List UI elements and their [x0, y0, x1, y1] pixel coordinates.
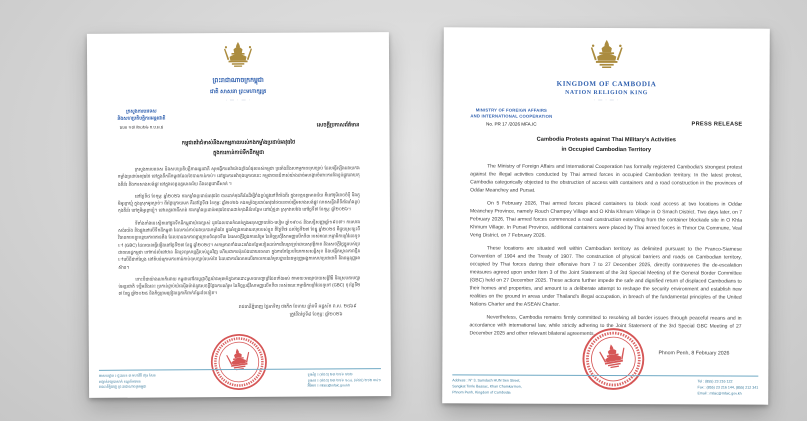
- royal-arms-emblem-icon: [590, 39, 624, 77]
- ministry-name-line1: ក្រសួងការបរទេស: [126, 108, 157, 114]
- paragraph-4: ទោះបីជាយ៉ាងណាក៏ដោយ កម្ពុជានៅតែប្តេជ្ញាចិត្តយ៉ាងមុតមាំក្នុងការដោះស្រាយបញ្ហាព្រំដែនទាំងអស់ តាមរយៈមធ្យោបាយសន្តិវិធី និងស្របតាមច្បាប់អន្តរជាតិ ទន្ទឹមនឹងនេះ ប្រកាន់ខ្ជាប់យ៉ាងម៉ឺងម៉ាត់នូវសេចក្តីថ្លែងការណ៍រួម នៃកិច្ចប្រជុំវិសាមញ្ញលើកទី៣ របស់គណៈកម្មាធិការព្រំដែនទូទៅ (GBC) ចុះថ្ងៃទី២៧ ខែធ្នូ ឆ្នាំ២០២៥ និងកិច្ចព្រមព្រៀងទ្វេភាគីពាក់ព័ន្ធដទៃទៀត។: [118, 275, 361, 297]
- address-line-3: រាជធានីភ្នំពេញ ព្រះរាជាណាចក្រកម្ពុជា: [99, 384, 147, 390]
- dateline: Phnom Penh, 8 February 2026: [658, 350, 730, 357]
- address-line-2: Sangkat Tonle Bassac, Khan Chamkarmon,: [452, 384, 522, 389]
- khmer-header-row: [117, 107, 359, 131]
- footer-address-khmer: [99, 374, 156, 391]
- footer-contact: [697, 380, 758, 398]
- address-line-3: Phnom Penh, Kingdom of Cambodia: [452, 390, 511, 395]
- title-line-2: ក្នុងការកាន់កាប់ទឹកដីកម្ពុជា: [213, 149, 265, 156]
- english-header-row: [470, 107, 742, 128]
- english-press-release-page: [442, 27, 770, 404]
- document-title-khmer: [118, 139, 360, 159]
- header-flourish: · — · — ·: [593, 96, 620, 102]
- dateline-khmer: [119, 302, 361, 320]
- motto: NATION RELIGION KING: [565, 89, 648, 96]
- document-title: [470, 136, 742, 157]
- paragraph-2: នៅថ្ងៃទី៥ ខែកុម្ភៈ ឆ្នាំ២០២៦ កងកម្លាំងប្រដាប់អាវុធថៃ បានដាក់កុងតឺន័រដើម្បីរាំងខ្ទប់ផ្លូវនៅទីតាំងពីរ ក្នុងខេត្តឧត្តរមានជ័យ គឺនៅភូមិរោចចំប៉ី និងភូមិអូរខ្លាឃ្មុំ ក្នុងស្រុកអូរស្មាច់។ ពីរថ្ងៃក្រោយមក គឺនៅថ្ងៃទី៧ ខែកុម្ភៈ ឆ្នាំ២០២៦ កងកម្លាំងប្រដាប់អាវុធថៃបានចាប់ផ្តើមសាងសង់ផ្លូវ លាតសន្ធឹងពីទីតាំងរាំងខ្ទប់កុងតឺន័រ នៅភូមិអូរខ្លាឃ្មុំ។ នៅខេត្តពោធិ៍សាត់ កងកម្លាំងប្រដាប់អាវុធថៃបានដាក់កុងតឺន័របន្ថែម នៅឃុំថ្មដា ស្រុកវាលវែង នៅថ្ងៃទី៧ ខែកុម្ភៈ ឆ្នាំ២០២៦។: [117, 192, 360, 214]
- english-page-content: [442, 27, 770, 404]
- royal-arms-emblem-icon: [223, 42, 253, 74]
- english-body: [469, 163, 742, 339]
- address-line-1: Address : N° 3, Samdach HUN Sen Street,: [452, 378, 521, 383]
- ministry-name-line1: MINISTRY OF FOREIGN AFFAIRS: [475, 106, 548, 113]
- kingdom-title-khmer: ព្រះរាជាណាចក្រកម្ពុជា: [212, 76, 264, 85]
- footer-tel: ទូរស័ព្ទ ៖ (៨៥៥) ២៣ ២១៦ ១២២: [307, 372, 353, 377]
- paragraph-2: On 5 February 2026, Thai armed forces placed containers to block road access at two locations in Oddar Meanchey Province, namely Rouch Champey Village and O Khla Khmum Village in O Smach District. Two days later, on 7 February 2026, Thai armed forces commenced a road construction extending from the container blockade site in O Khla Khmum Village. In Pursat Province, additional containers were placed by Thai armed forces in Thmor Da Commune, Veal Veng District, on 7 February 2026.: [469, 200, 743, 239]
- ministry-block: [470, 107, 552, 127]
- khmer-body: [118, 164, 361, 297]
- title-line-1: កម្ពុជាតវ៉ាជំទាស់នឹងសកម្មភាពរបស់កងកម្លាំងប្រដាប់អាវុធថៃ: [181, 139, 296, 147]
- gregorian-date-line: ត្រូវនឹងថ្ងៃទី៨ ខែកុម្ភៈ ឆ្នាំ២០២៦: [289, 311, 343, 317]
- address-line-1: អាសយដ្ឋាន ៖ ផ្ទះលេខ ៣ មហាវិថី ហ៊ុន សែន: [98, 373, 156, 379]
- footer-tel: Tel : (855) 23 216 122: [697, 379, 733, 384]
- khmer-footer: [99, 368, 381, 391]
- paragraph-3: These locations are situated well within Cambodian territory as delimited pursuant to the Franco-Siamese Convention of 1904 and the Treaty of 1907. The construction of physical barriers and roads on Cambodian territory, occupied by Thai forces during their offensive from 7 to 27 December 2025, directly contravenes the de-escalation measures agreed upon under Item 3 of the Joint Statement of the 3rd Special Meeting of the General Border Committee (GBC) held on 27 December 2025. These actions further impede the safe and dignified return of displaced Cambodians to their homes and properties, and amount to a deliberate attempt to reshape the security environment and establish new realities on the ground in areas under Thailand's illegal occupation, in breach of the fundamental principles of the United Nations Charter and the ASEAN Charter.: [469, 245, 742, 308]
- footer-fax: Fax : (855) 23 216 144, (855) 212 341: [697, 385, 759, 390]
- paragraph-4: Nevertheless, Cambodia remains firmly committed to resolving all border issues through peaceful means and in accordance with international law, while strictly adhering to the Joint Statement of the 3rd Special GBC Meeting of 27 December 2025 and other relevant bilateral agreements.: [469, 314, 742, 338]
- footer-email: Email : mfaic@mfaic.gov.kh: [697, 391, 742, 396]
- ministry-name-line2: និងសហប្រតិបត្តិការអន្តរជាតិ: [117, 115, 166, 121]
- title-line-2: in Occupied Cambodian Territory: [561, 146, 652, 154]
- khmer-press-release-page: [87, 32, 391, 398]
- reference-number: លេខ ១៧ /២០២៦ ក.ប.អ.ជ: [119, 124, 164, 131]
- paragraph-3: ទីតាំងទាំងនេះស្ថិតនៅក្នុងទឹកដីកម្ពុជាយ៉ាងច្បាស់ ដូចដែលបានកំណត់ក្នុងអនុសញ្ញាបារាំង-សៀម ឆ្នាំ១៩០៤ និងសន្ធិសញ្ញាឆ្នាំ១៩០៧។ ការសាងសង់របាំង និងផ្លូវនៅលើទឹកដីកម្ពុជា ដែលកាន់កាប់ដោយកងកម្លាំងថៃ ក្នុងអំឡុងការវាយលុករបស់ខ្លួន ពីថ្ងៃទី៧ ដល់ថ្ងៃទី២៧ ខែធ្នូ ឆ្នាំ២០២៥ គឺផ្ទុយស្រឡះពីវិធានការបន្ធូរបន្ថយភាពតានតឹង ដែលបានឯកភាពគ្នាក្រោមចំណុចទី៣ នៃសេចក្តីថ្លែងការណ៍រួម នៃកិច្ចប្រជុំវិសាមញ្ញលើកទី៣ របស់គណៈកម្មាធិការព្រំដែនទូទៅ (GBC) ដែលបានធ្វើឡើងនៅថ្ងៃទី២៧ ខែធ្នូ ឆ្នាំ២០២៥។ សកម្មភាពទាំងនេះរារាំងបន្ថែមទៀតដល់ការវិលត្រឡប់ដោយសុវត្ថិភាព និងសេចក្តីថ្លៃថ្នូររបស់ប្រជាពលរដ្ឋកម្ពុជា ទៅកាន់លំនៅឋាន និងទ្រព្យសម្បត្តិរបស់ខ្លួនវិញ ហើយជាការប៉ុនប៉ងដោយចេតនា ក្នុងការកែប្រែបរិយាកាសសន្តិសុខ និងបង្កើតស្ថានភាពថ្មីនៅលើដីជាក់ស្តែង នៅតំបន់ក្រោមការកាន់កាប់ខុសច្បាប់របស់ថៃ ដែលជាការរំលោភលើគោលការណ៍មូលដ្ឋាននៃធម្មនុញ្ញអង្គការសហប្រជាជាតិ និងធម្មនុញ្ញអាស៊ាន។: [118, 219, 361, 270]
- footer-contact-khmer: [308, 372, 382, 389]
- lunar-date-line: រាជធានីភ្នំពេញ ថ្ងៃអាទិត្យ ៧កើត ខែមាឃ ឆ្នាំមមី អដ្ឋស័ក ព.ស. ២៥៦៩: [238, 303, 357, 309]
- kingdom-title: KINGDOM OF CAMBODIA: [556, 79, 657, 89]
- press-release-label-khmer: សេចក្តីប្រកាសព័ត៌មាន: [316, 122, 360, 129]
- press-release-label: PRESS RELEASE: [691, 121, 743, 128]
- footer-address: [452, 379, 522, 397]
- ministry-name-line2: AND INTERNATIONAL COOPERATION: [470, 113, 553, 119]
- english-footer: [452, 375, 758, 398]
- title-line-1: Cambodia Protests against Thai Military's Activities: [536, 136, 676, 144]
- reference-number: No. PR 17 /2026 MFA.IC: [486, 121, 537, 127]
- address-line-2: សង្កាត់ទន្លេបាសាក់ ខណ្ឌចំការមន: [99, 379, 141, 384]
- ministry-block-khmer: [117, 108, 165, 131]
- paragraph-1: The Ministry of Foreign Affairs and International Cooperation has formally registered Cambodia's strongest protest against the illegal activities conducted by Thai armed forces in occupied Cambodian territory. In the latest protest, Cambodia categorically objected to the obstruction of access with containers and a road construction in the provinces of Oddar Meanchey and Pursat.: [470, 163, 743, 194]
- footer-email: អ៊ីមែល ៖ mfaic@mfaic.gov.kh: [307, 383, 350, 388]
- motto-khmer: ជាតិ សាសនា ព្រះមហាក្សត្រ: [210, 88, 267, 96]
- footer-fax: ទូរសារ ៖ (៨៥៥) ២៣ ២១៦ ១៤៤, (៨៥៥) ២១២ ៣៤១: [307, 377, 382, 383]
- paragraph-1: ក្រសួងការបរទេស និងសហប្រតិបត្តិការអន្តរជាតិ សូមធ្វើការតវ៉ាយ៉ាងខ្លាំងបំផុតរបស់កម្ពុជា ប្រឆាំងនឹងសកម្មភាពខុសច្បាប់ ដែលធ្វើឡើងដោយកងកម្លាំងប្រដាប់អាវុធថៃ នៅក្នុងទឹកដីកម្ពុជាដែលថៃបានកាន់កាប់។ នៅក្នុងការតវ៉ាចុងក្រោយនេះ កម្ពុជាបានជំទាស់យ៉ាងដាច់អហង្ការចំពោះការរាំងខ្ទប់ផ្លូវដោយកុងតឺន័រ និងការសាងសង់ផ្លូវ នៅក្នុងខេត្តឧត្តរមានជ័យ និងខេត្តពោធិ៍សាត់ ។: [117, 165, 360, 187]
- header-flourish: · — · — ·: [225, 96, 252, 103]
- khmer-page-content: [87, 32, 391, 398]
